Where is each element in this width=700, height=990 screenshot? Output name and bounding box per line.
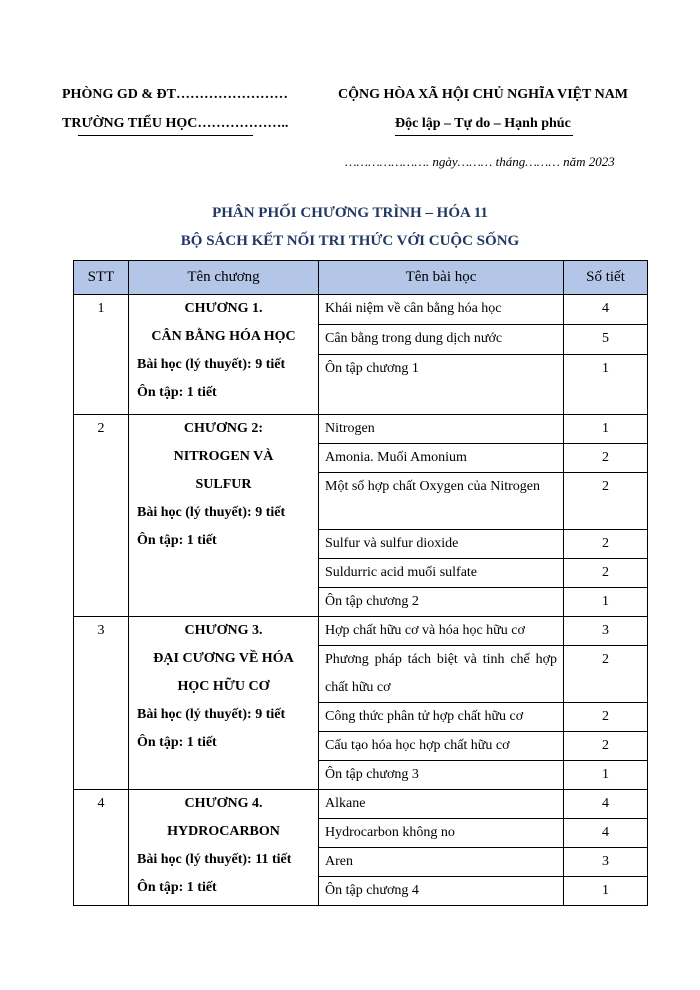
lesson-periods: 2 <box>564 646 648 703</box>
table-row <box>74 790 648 819</box>
lesson-name: Suldurric acid muối sulfate <box>319 559 564 588</box>
lesson-periods: 4 <box>564 295 648 325</box>
lesson-name: Một số hợp chất Oxygen của Nitrogen <box>319 473 564 530</box>
document-subtitle: BỘ SÁCH KẾT NỐI TRI THỨC VỚI CUỘC SỐNG <box>180 233 520 249</box>
header-periods: Số tiết <box>564 261 648 295</box>
chapter-title: CÂN BẰNG HÓA HỌC <box>151 329 296 344</box>
chapter-title: SULFUR <box>195 477 252 492</box>
lesson-periods: 2 <box>564 473 648 530</box>
lesson-name: Ôn tập chương 3 <box>319 761 564 790</box>
chapter-theory: Bài học (lý thuyết): 11 tiết <box>137 852 292 867</box>
chapter-cell <box>129 415 319 617</box>
lesson-periods: 1 <box>564 588 648 617</box>
chapter-cell <box>129 295 319 415</box>
lesson-name: Cấu tạo hóa học hợp chất hữu cơ <box>319 732 564 761</box>
lesson-name: Amonia. Muối Amonium <box>319 444 564 473</box>
chapter-number: 4 <box>74 790 129 906</box>
chapter-title: HYDROCARBON <box>167 824 280 839</box>
chapter-cell <box>129 790 319 906</box>
lesson-name: Aren <box>319 848 564 877</box>
chapter-theory: Bài học (lý thuyết): 9 tiết <box>137 707 286 722</box>
table-row <box>74 415 648 444</box>
chapter-review: Ôn tập: 1 tiết <box>137 385 217 400</box>
lesson-name: Alkane <box>319 790 564 819</box>
header-stt: STT <box>74 261 129 295</box>
lesson-name: Cân bằng trong dung dịch nước <box>319 325 564 355</box>
lesson-periods: 3 <box>564 617 648 646</box>
lesson-periods: 2 <box>564 732 648 761</box>
chapter-number: 2 <box>74 415 129 617</box>
chapter-cell <box>129 617 319 790</box>
lesson-periods: 4 <box>564 819 648 848</box>
lesson-name: Sulfur và sulfur dioxide <box>319 530 564 559</box>
date-line: …………………. ngày……… tháng……… năm 2023 <box>345 154 615 169</box>
lesson-periods: 1 <box>564 355 648 415</box>
lesson-name: Ôn tập chương 1 <box>319 355 564 415</box>
lesson-periods: 2 <box>564 530 648 559</box>
chapter-review: Ôn tập: 1 tiết <box>137 735 217 750</box>
chapter-title: CHƯƠNG 4. <box>184 796 263 811</box>
lesson-name: Công thức phân tử hợp chất hữu cơ <box>319 703 564 732</box>
lesson-periods: 2 <box>564 444 648 473</box>
lesson-periods: 5 <box>564 325 648 355</box>
chapter-number: 1 <box>74 295 129 415</box>
chapter-title: CHƯƠNG 3. <box>184 623 263 638</box>
lesson-periods: 1 <box>564 877 648 906</box>
national-motto: Độc lập – Tự do – Hạnh phúc <box>395 116 571 131</box>
school-line: TRƯỜNG TIỂU HỌC……………….. <box>62 116 289 131</box>
document-title: PHÂN PHỐI CHƯƠNG TRÌNH – HÓA 11 <box>212 205 488 221</box>
lesson-name: Phương pháp tách biệt và tinh chế hợp chất hữu cơ <box>319 646 564 703</box>
chapter-review: Ôn tập: 1 tiết <box>137 880 217 895</box>
lesson-periods: 3 <box>564 848 648 877</box>
header-lesson-name: Tên bài học <box>319 261 564 295</box>
lesson-name: Khái niệm về cân bằng hóa học <box>319 295 564 325</box>
motto-underline <box>395 135 573 136</box>
chapter-title: NITROGEN VÀ <box>173 449 274 464</box>
school-underline <box>78 135 253 136</box>
chapter-theory: Bài học (lý thuyết): 9 tiết <box>137 505 286 520</box>
table-row <box>74 295 648 325</box>
chapter-title: ĐẠI CƯƠNG VỀ HÓA <box>153 651 294 666</box>
chapter-title: CHƯƠNG 2: <box>183 421 264 436</box>
lesson-periods: 1 <box>564 761 648 790</box>
department-line: PHÒNG GD & ĐT…………………… <box>62 87 288 102</box>
chapter-title: HỌC HỮU CƠ <box>177 679 270 694</box>
lesson-name: Ôn tập chương 4 <box>319 877 564 906</box>
table-row <box>74 617 648 646</box>
lesson-periods: 2 <box>564 703 648 732</box>
chapter-title: CHƯƠNG 1. <box>184 301 263 316</box>
chapter-review: Ôn tập: 1 tiết <box>137 533 217 548</box>
chapter-theory: Bài học (lý thuyết): 9 tiết <box>137 357 286 372</box>
lesson-periods: 2 <box>564 559 648 588</box>
lesson-name: Hợp chất hữu cơ và hóa học hữu cơ <box>319 617 564 646</box>
chapter-number: 3 <box>74 617 129 790</box>
header-chapter-name: Tên chương <box>129 261 319 295</box>
lesson-periods: 1 <box>564 415 648 444</box>
lesson-name: Nitrogen <box>319 415 564 444</box>
lesson-name: Ôn tập chương 2 <box>319 588 564 617</box>
lesson-name: Hydrocarbon không no <box>319 819 564 848</box>
country-name: CỘNG HÒA XÃ HỘI CHỦ NGHĨA VIỆT NAM <box>338 87 629 102</box>
lesson-periods: 4 <box>564 790 648 819</box>
table-header-row <box>74 261 648 295</box>
curriculum-table <box>73 260 648 906</box>
